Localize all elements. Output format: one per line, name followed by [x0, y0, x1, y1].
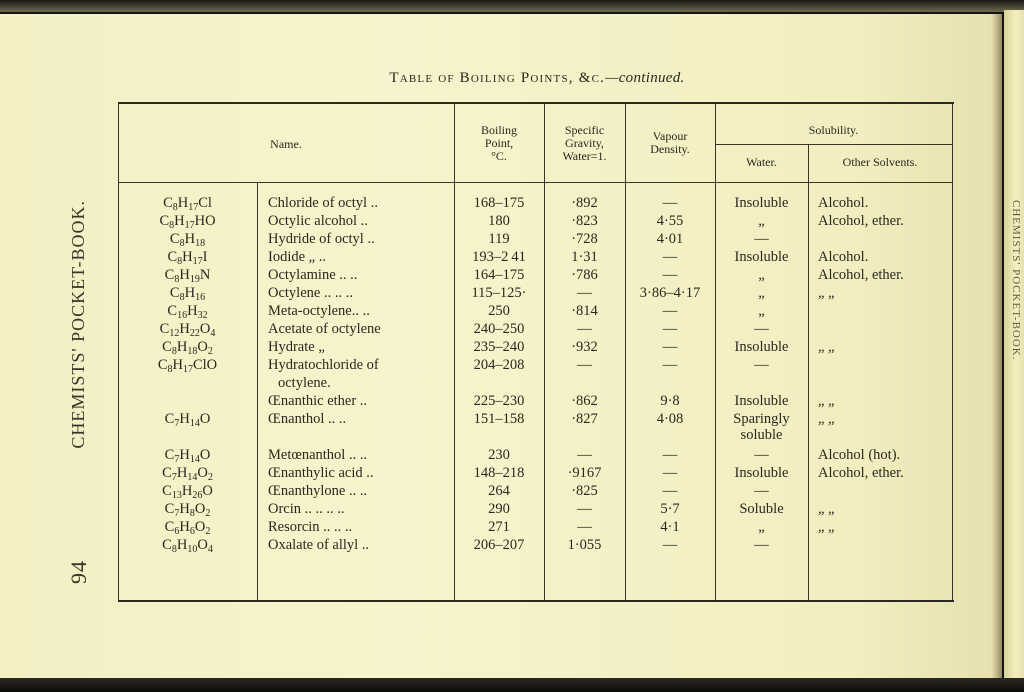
boiling-point-cell: 230: [488, 447, 510, 463]
specific-gravity-cell: ·932: [571, 339, 598, 355]
water-solubility-cell: Insoluble: [734, 339, 789, 355]
name-cell: Œnanthol .. ..: [268, 411, 347, 427]
name-cell-continued: octylene.: [278, 375, 331, 391]
header-vapour-density: [625, 130, 715, 156]
running-head: CHEMISTS' POCKET-BOOK.: [68, 200, 88, 449]
page-gutter: [990, 14, 1002, 678]
water-solubility-cell: Sparingly: [733, 411, 790, 427]
formula-cell: $C_8H_{19}N$: [164, 267, 211, 285]
boiling-point-cell: 240–250: [473, 321, 525, 337]
name-cell: Œnanthylic acid ..: [268, 465, 374, 481]
water-solubility-cell: —: [754, 447, 769, 463]
water-solubility-cell: —: [754, 321, 769, 337]
boiling-point-cell: 164–175: [473, 267, 525, 283]
header-boiling-line: °C.: [491, 149, 507, 163]
formula-cell: $C_8H_{17}HO$: [159, 213, 216, 231]
table-rule: [118, 182, 952, 183]
table-title-continued: —continued.: [605, 70, 685, 86]
name-cell: Oxalate of allyl ..: [268, 537, 370, 553]
formula-cell: $C_{13}H_{26}O$: [162, 483, 213, 501]
vapour-density-cell: —: [662, 537, 678, 553]
formula-cell: $C_8H_{16}$: [169, 285, 206, 303]
other-solvents-cell: Alcohol.: [818, 195, 869, 211]
formula-cell: $C_8H_{17}Cl$: [163, 195, 212, 213]
specific-gravity-cell: —: [577, 321, 592, 337]
formula-cell: $C_7H_{14}O$: [164, 411, 211, 429]
header-sg-line: Gravity,: [565, 136, 604, 150]
header-name: Name.: [270, 137, 302, 151]
header-boiling-point: [454, 124, 544, 163]
specific-gravity-cell: ·825: [571, 483, 598, 499]
other-solvents-cell: „ „: [818, 285, 835, 301]
header-solubility: Solubility.: [808, 123, 859, 137]
vapour-density-cell: —: [662, 267, 678, 283]
name-cell: Octylamine .. ..: [268, 267, 358, 283]
water-solubility-cell: Insoluble: [734, 465, 789, 481]
specific-gravity-cell: ·823: [571, 213, 598, 229]
water-solubility-cell-continued: soluble: [740, 427, 783, 443]
vapour-density-cell: 4·55: [656, 213, 684, 229]
formula-cell: $C_{16}H_{32}$: [167, 303, 208, 321]
table-rule: [715, 144, 952, 145]
boiling-point-cell: 271: [488, 519, 510, 535]
name-cell: Metœnanthol .. ..: [268, 447, 368, 463]
boiling-point-cell: 193–2 41: [472, 249, 526, 265]
table-rule: [952, 104, 953, 600]
other-solvents-cell: „ „: [818, 411, 835, 427]
water-solubility-cell: Soluble: [739, 501, 784, 517]
formula-cell: $C_{12}H_{22}O_4$: [159, 321, 216, 339]
header-boiling-line: Point,: [484, 136, 514, 150]
boiling-point-cell: 119: [488, 231, 510, 247]
specific-gravity-cell: ·827: [571, 411, 598, 427]
water-solubility-cell: —: [754, 357, 769, 373]
boiling-point-cell: 115–125·: [471, 285, 527, 301]
water-solubility-cell: „: [758, 303, 765, 319]
formula-cell: $C_7H_8O_2$: [164, 501, 211, 519]
vapour-density-cell: —: [662, 195, 678, 211]
name-cell: Iodide „ ..: [268, 249, 326, 265]
water-solubility-cell: „: [758, 267, 765, 283]
other-solvents-cell: Alcohol, ether.: [818, 213, 904, 229]
specific-gravity-cell: ·892: [571, 195, 598, 211]
header-vd-line: Vapour: [652, 129, 688, 143]
water-solubility-cell: Insoluble: [734, 249, 789, 265]
scan-top-edge: [0, 0, 1024, 12]
water-solubility-cell: —: [754, 483, 769, 499]
other-solvents-cell: „ „: [818, 519, 835, 535]
table-rule: [257, 182, 258, 600]
formula-cell: $C_7H_{14}O_2$: [162, 465, 213, 483]
boiling-point-cell: 204–208: [473, 357, 525, 373]
specific-gravity-cell: —: [577, 501, 592, 517]
other-solvents-cell: Alcohol.: [818, 249, 869, 265]
boiling-point-cell: 290: [488, 501, 510, 517]
water-solubility-cell: Insoluble: [734, 393, 789, 409]
vapour-density-cell: —: [662, 339, 678, 355]
vapour-density-cell: —: [662, 303, 678, 319]
vapour-density-cell: 3·86–4·17: [639, 285, 701, 301]
boiling-point-cell: 250: [488, 303, 510, 319]
table-title: [120, 70, 954, 87]
vapour-density-cell: —: [662, 357, 678, 373]
specific-gravity-cell: —: [577, 357, 592, 373]
vapour-density-cell: —: [662, 483, 678, 499]
vapour-density-cell: —: [662, 249, 678, 265]
formula-cell: $C_8H_{18}O_2$: [162, 339, 213, 357]
name-cell: Octylic alcohol ..: [268, 213, 368, 229]
scan-bottom-edge: [0, 678, 1024, 692]
other-solvents-cell: „ „: [818, 339, 835, 355]
facing-running-head: CHEMISTS' POCKET-BOOK.: [1010, 200, 1022, 361]
vapour-density-cell: 5·7: [660, 501, 680, 517]
name-cell: Orcin .. .. .. ..: [268, 501, 345, 517]
water-solubility-cell: —: [754, 537, 769, 553]
other-solvents-cell: Alcohol (hot).: [818, 447, 901, 463]
other-solvents-cell: Alcohol, ether.: [818, 465, 904, 481]
header-sg-line: Water=1.: [562, 149, 607, 163]
formula-cell: $C_7H_{14}O$: [164, 447, 211, 465]
vapour-density-cell: —: [662, 321, 678, 337]
specific-gravity-cell: 1·31: [571, 249, 598, 265]
specific-gravity-cell: ·9167: [567, 465, 602, 481]
formula-cell: $C_8H_{18}$: [169, 231, 206, 249]
formula-cell: $C_8H_{17}ClO$: [157, 357, 218, 375]
vapour-density-cell: —: [662, 465, 678, 481]
vapour-density-cell: —: [662, 447, 678, 463]
header-other-solvents: Other Solvents.: [842, 155, 918, 169]
specific-gravity-cell: ·862: [571, 393, 598, 409]
specific-gravity-cell: —: [577, 285, 592, 301]
header-vd-line: Density.: [650, 142, 690, 156]
page-number: 94: [66, 560, 91, 584]
specific-gravity-cell: ·814: [571, 303, 598, 319]
boiling-point-cell: 206–207: [473, 537, 525, 553]
boiling-point-cell: 264: [488, 483, 510, 499]
name-cell: Hydratochloride of: [268, 357, 379, 373]
formula-cell: $C_8H_{17}I$: [167, 249, 208, 267]
name-cell: Meta-octylene.. ..: [268, 303, 370, 319]
water-solubility-cell: „: [758, 519, 765, 535]
vapour-density-cell: 4·08: [656, 411, 684, 427]
water-solubility-cell: Insoluble: [734, 195, 789, 211]
boiling-point-cell: 180: [488, 213, 510, 229]
boiling-point-cell: 148–218: [473, 465, 525, 481]
boiling-point-cell: 225–230: [473, 393, 525, 409]
other-solvents-cell: „ „: [818, 501, 835, 517]
specific-gravity-cell: ·728: [571, 231, 598, 247]
vapour-density-cell: 9·8: [660, 393, 680, 409]
table-rule: [808, 144, 809, 600]
formula-cell: $C_6H_6O_2$: [164, 519, 211, 537]
specific-gravity-cell: ·786: [571, 267, 598, 283]
formula-cell: $C_8H_{10}O_4$: [162, 537, 213, 555]
other-solvents-cell: „ „: [818, 393, 835, 409]
name-cell: Resorcin .. .. ..: [268, 519, 353, 535]
name-cell: Chloride of octyl ..: [268, 195, 378, 211]
other-solvents-cell: Alcohol, ether.: [818, 267, 904, 283]
boiling-point-cell: 151–158: [473, 411, 525, 427]
header-boiling-line: Boiling: [480, 123, 517, 137]
vapour-density-cell: 4·1: [660, 519, 680, 535]
specific-gravity-cell: —: [577, 519, 592, 535]
name-cell: Hydrate „: [268, 339, 325, 355]
specific-gravity-cell: —: [577, 447, 592, 463]
water-solubility-cell: „: [758, 213, 765, 229]
table-title-main: Table of Boiling Points, &c.: [389, 70, 606, 86]
boiling-point-cell: 168–175: [473, 195, 525, 211]
name-cell: Octylene .. .. ..: [268, 285, 353, 301]
name-cell: Hydride of octyl ..: [268, 231, 375, 247]
name-cell: Acetate of octylene: [268, 321, 381, 337]
header-water: Water.: [746, 155, 777, 169]
water-solubility-cell: „: [758, 285, 765, 301]
header-sg-line: Specific: [564, 123, 605, 137]
header-specific-gravity: [544, 124, 625, 163]
vapour-density-cell: 4·01: [656, 231, 684, 247]
specific-gravity-cell: 1·055: [567, 537, 602, 553]
boiling-point-cell: 235–240: [473, 339, 525, 355]
name-cell: Œnanthylone .. ..: [268, 483, 368, 499]
water-solubility-cell: —: [754, 231, 769, 247]
name-cell: Œnanthic ether ..: [268, 393, 368, 409]
boiling-points-table: [118, 102, 954, 602]
